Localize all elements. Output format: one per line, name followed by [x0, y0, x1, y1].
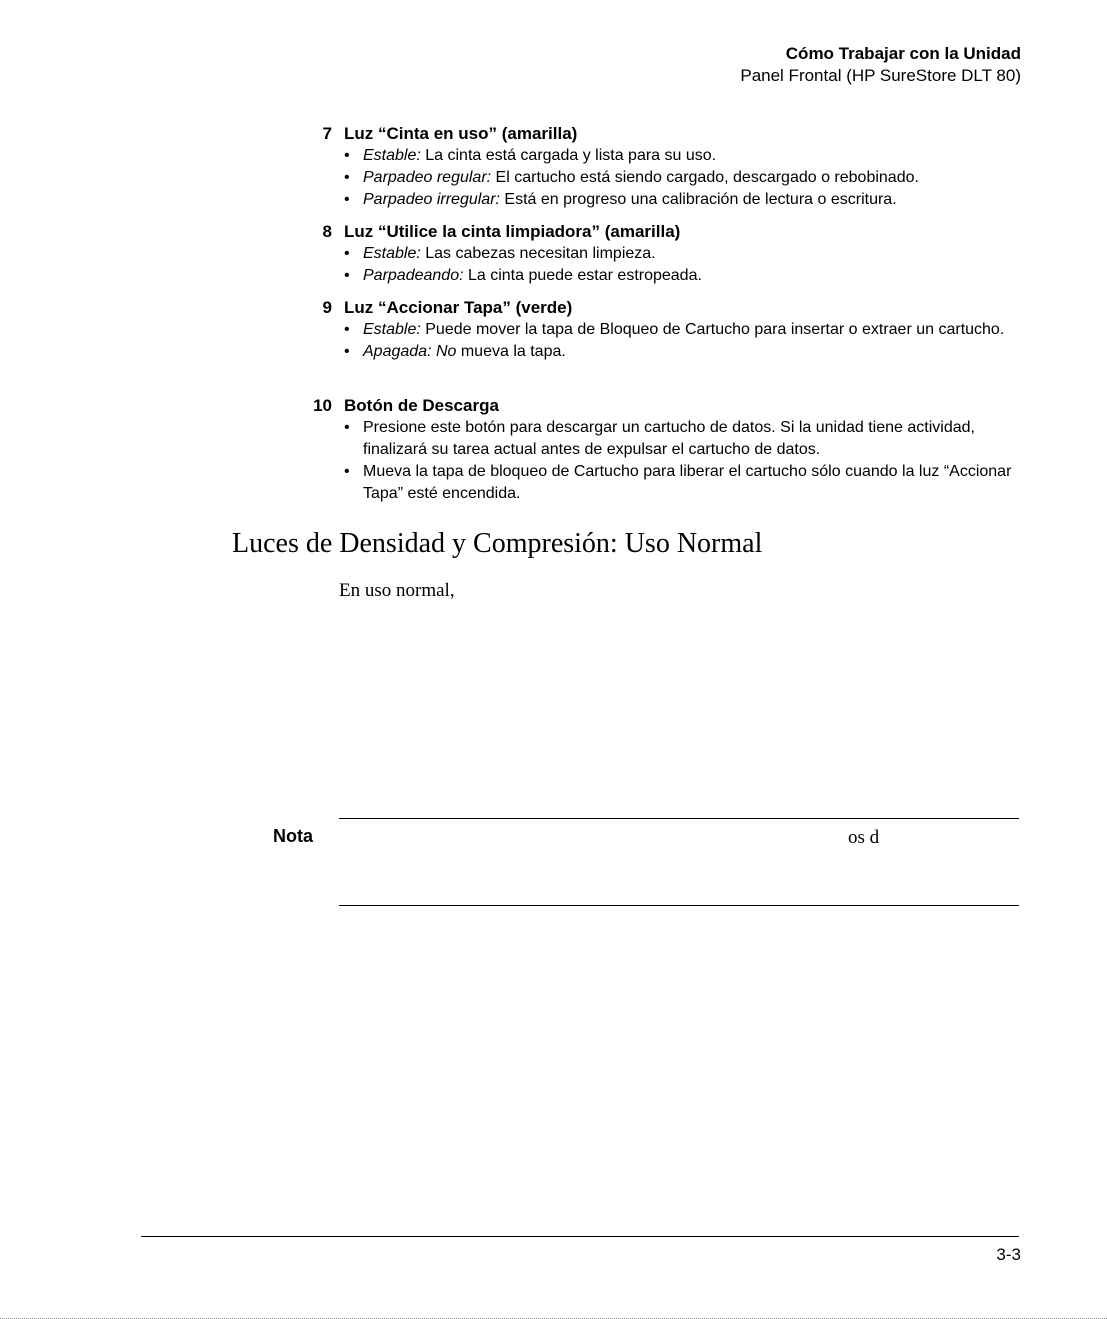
- section-heading: Luces de Densidad y Compresión: Uso Normal: [232, 528, 763, 559]
- bullet: [344, 189, 1030, 211]
- bullet-lead: Parpadeo irregular:: [363, 191, 500, 208]
- list-item-8: [300, 221, 1030, 287]
- bullet-lead: Parpadeando:: [363, 267, 464, 284]
- item-title: Luz “Cinta en uso” (amarilla): [344, 124, 578, 143]
- section-intro-text: En uso normal,: [339, 580, 455, 601]
- bullet-lead: Estable:: [363, 245, 421, 262]
- bullet: [344, 243, 1030, 265]
- item-title: Botón de Descarga: [344, 396, 499, 415]
- bullet-text: mueva la tapa.: [456, 343, 566, 360]
- item-title: Luz “Accionar Tapa” (verde): [344, 298, 573, 317]
- bullet-text: Presione este botón para descargar un cartucho de datos. Si la unidad tiene actividad, finalizará su tarea actual antes de expulsar el cartucho de datos.: [363, 419, 975, 458]
- bullet-text: Puede mover la tapa de Bloqueo de Cartucho para insertar o extraer un cartucho.: [420, 321, 1005, 338]
- running-header-title: Cómo Trabajar con la Unidad: [785, 44, 1021, 63]
- bullet: [344, 461, 1030, 505]
- list-item-7: [300, 123, 1030, 211]
- page-number: 3-3: [996, 1245, 1021, 1264]
- bullet-text: Mueva la tapa de bloqueo de Cartucho para liberar el cartucho sólo cuando la luz “Accionar Tapa” esté encendida.: [363, 463, 1012, 502]
- item-number: 7: [322, 124, 332, 143]
- bullet-text: Las cabezas necesitan limpieza.: [420, 245, 656, 262]
- running-header-subtitle: Panel Frontal (HP SureStore DLT 80): [740, 66, 1021, 85]
- bullet: [344, 319, 1030, 341]
- bullet-lead: Estable:: [363, 147, 421, 164]
- note-text-fragment: os d: [848, 827, 880, 848]
- bullet-list: [344, 243, 1030, 287]
- note-top-rule: [339, 818, 1019, 819]
- bullet: [344, 417, 1030, 461]
- footer-rule: [141, 1236, 1019, 1237]
- bullet-list: [344, 145, 1030, 211]
- bullet: [344, 145, 1030, 167]
- bullet-text: La cinta puede estar estropeada.: [463, 267, 702, 284]
- bullet-text: Está en progreso una calibración de lectura o escritura.: [499, 191, 897, 208]
- item-title: Luz “Utilice la cinta limpiadora” (amarilla): [344, 222, 681, 241]
- item-number: 10: [313, 396, 332, 415]
- list-item-9: [300, 297, 1030, 363]
- bullet-lead: Estable:: [363, 321, 421, 338]
- bullet: [344, 167, 1030, 189]
- list-item-10: [300, 395, 1030, 505]
- bullet-list: [344, 417, 1030, 505]
- bullet-lead: Apagada: No: [363, 343, 457, 360]
- note-label: Nota: [273, 826, 313, 846]
- bullet: [344, 341, 1030, 363]
- bullet-text: La cinta está cargada y lista para su uso.: [420, 147, 717, 164]
- item-number: 8: [322, 222, 332, 241]
- bullet-list: [344, 319, 1030, 363]
- bullet: [344, 265, 1030, 287]
- item-number: 9: [322, 298, 332, 317]
- bullet-text: El cartucho está siendo cargado, descargado o rebobinado.: [491, 169, 919, 186]
- note-bottom-rule: [339, 905, 1019, 906]
- bullet-lead: Parpadeo regular:: [363, 169, 492, 186]
